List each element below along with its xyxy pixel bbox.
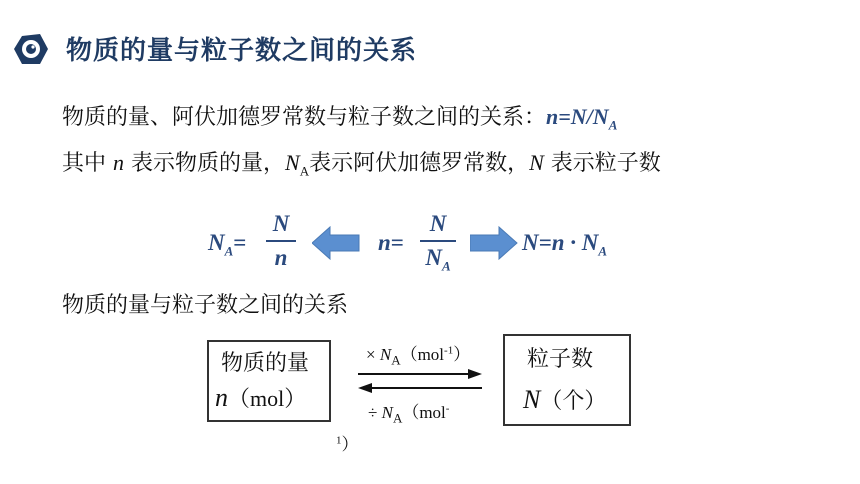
symbol-NA: $N_A$ xyxy=(285,150,310,179)
conversion-heading: 物质的量与粒子数之间的关系 xyxy=(62,293,349,318)
relation-text: 物质的量、阿伏加德罗常数与粒子数之间的关系： xyxy=(62,105,547,130)
na-fraction: N n xyxy=(266,210,296,272)
eye-logo-icon xyxy=(10,28,52,70)
page-title: 物质的量与粒子数之间的关系 xyxy=(66,36,418,66)
symbol-N: N xyxy=(529,150,544,175)
symbol-definitions: 其中 n 表示物质的量，$N_A$表示阿伏加德罗常数，N 表示粒子数 xyxy=(62,150,661,179)
n-fraction: N $N_A$ xyxy=(420,210,456,281)
n-equation-lhs: n= xyxy=(378,230,404,255)
multiply-label: × $N_A(mol^{-1})$ xyxy=(366,344,471,368)
na-equation-lhs: $N_A=$ xyxy=(208,230,247,259)
N-equation: $N=n \cdot N_A$ xyxy=(522,230,608,259)
divide-label: ÷ $N_A(mol^-$ xyxy=(368,402,450,426)
particle-box xyxy=(503,334,631,426)
amount-unit: n（mol） xyxy=(215,383,307,412)
amount-box xyxy=(207,340,331,422)
conversion-arrows-icon xyxy=(356,368,484,394)
relation-formula: $n=N/N_A$ xyxy=(546,104,618,133)
relation-statement xyxy=(62,100,617,133)
divide-label-wrap: $^1$） xyxy=(336,434,359,454)
symbol-n: n xyxy=(113,150,124,175)
particle-label: 粒子数 xyxy=(527,347,594,372)
left-arrow-icon xyxy=(312,226,360,260)
right-arrow-icon xyxy=(470,226,518,260)
amount-label: 物质的量 xyxy=(221,351,310,376)
particle-unit: N（个） xyxy=(523,385,607,414)
